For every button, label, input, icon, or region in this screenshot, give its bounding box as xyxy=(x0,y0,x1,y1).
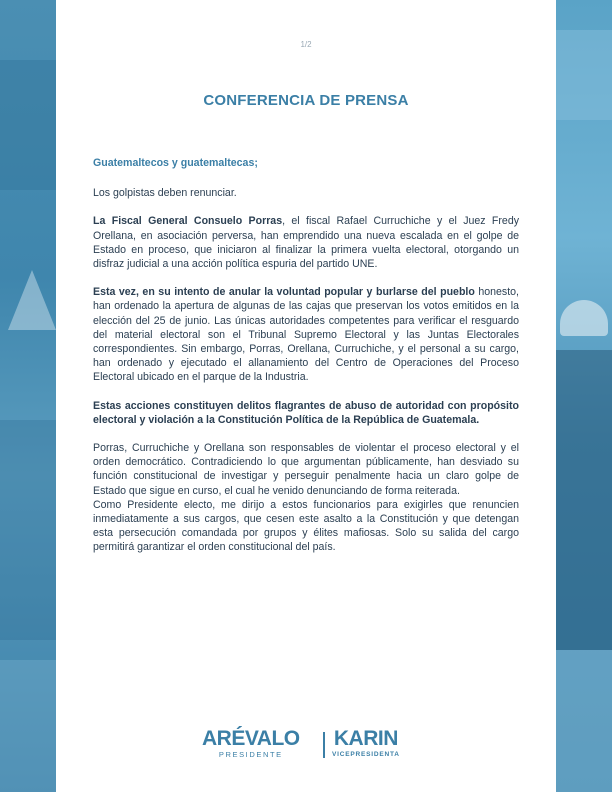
photo-shape xyxy=(560,300,608,336)
document-body xyxy=(93,156,519,569)
footer-logo xyxy=(56,728,556,768)
logo-divider xyxy=(323,732,325,758)
paragraph-2-bold: La Fiscal General Consuelo Porras xyxy=(93,215,283,228)
arevalo-name: ARÉVALO xyxy=(202,727,300,750)
photo-shape xyxy=(0,420,56,640)
arevalo-logo xyxy=(202,728,300,760)
photo-shape xyxy=(0,60,56,190)
photo-shape xyxy=(8,270,56,330)
paragraph-2-rest: , el fiscal Rafael Curruchiche y el Juez Fredy Orellana, en asociación perversa, han emprendido una nueva escalada en el golpe de Estado en proceso, que iniciaron al finalizar la primera vuelta electoral, otorgando un disfraz judicial a una acción política espuria del partido UNE. xyxy=(93,215,520,271)
paragraph-1: Los golpistas deben renunciar. xyxy=(93,187,237,200)
karin-name: KARIN xyxy=(333,727,398,750)
photo-shape xyxy=(556,650,612,792)
document-page xyxy=(56,0,556,792)
paragraph-2 xyxy=(93,214,519,271)
paragraph-3-bold: Esta vez, en su intento de anular la voluntad popular y burlarse del pueblo xyxy=(93,286,475,299)
paragraph-6: Como Presidente electo, me dirijo a estos funcionarios para exigirles que renuncien inmediatamente a sus cargos, que cesen este asalto a la Constitución y que detengan esta persecución comandada por grupos y élites mafiosas. Solo su salida del cargo permitirá garantizar el orden constitucional del país. xyxy=(93,498,519,554)
paragraph-4: Estas acciones constituyen delitos flagrantes de abuso de autoridad con propósito electoral y violación a la Constitución Política de la República de Guatemala. xyxy=(93,399,519,426)
karin-role: VICEPRESIDENTA xyxy=(332,751,400,758)
paragraph-5: Porras, Curruchiche y Orellana son responsables de violentar el proceso electoral y el orden democrático. Contradiciendo lo que argumentan públicamente, han desviado su función constitucional de investigar y perseguir penalmente hacia un claro golpe de Estado que sigue en curso, el cual he venido denunciando de forma reiterada. xyxy=(93,442,519,497)
paragraph-3-rest: honesto, han ordenado la apertura de algunas de las cajas que preservan los votos emitidos en la elección del 25 de junio. Las únicas autoridades competentes para verificar el resguardo del material electoral son el Tribunal Supremo Electoral y las Juntas Electorales correspondientes. Sin embargo, Porras, Orellana, Curruchiche, y el personal a su cargo, han ordenado y ejecutado el allanamiento del Centro de Operaciones del Proceso Electoral ubicado en el parque de la Industria. xyxy=(93,286,520,384)
photo-shape xyxy=(556,350,612,650)
salutation: Guatemaltecos y guatemaltecas; xyxy=(93,157,258,169)
page-number: 1/2 xyxy=(300,40,312,49)
page-title: CONFERENCIA DE PRENSA xyxy=(203,92,409,109)
left-photo-band xyxy=(0,0,56,792)
karin-logo xyxy=(332,728,400,760)
arevalo-role: PRESIDENTE xyxy=(218,750,283,759)
photo-shape xyxy=(556,30,612,120)
photo-shape xyxy=(0,660,56,792)
right-photo-band xyxy=(556,0,612,792)
paragraph-3 xyxy=(93,285,519,384)
